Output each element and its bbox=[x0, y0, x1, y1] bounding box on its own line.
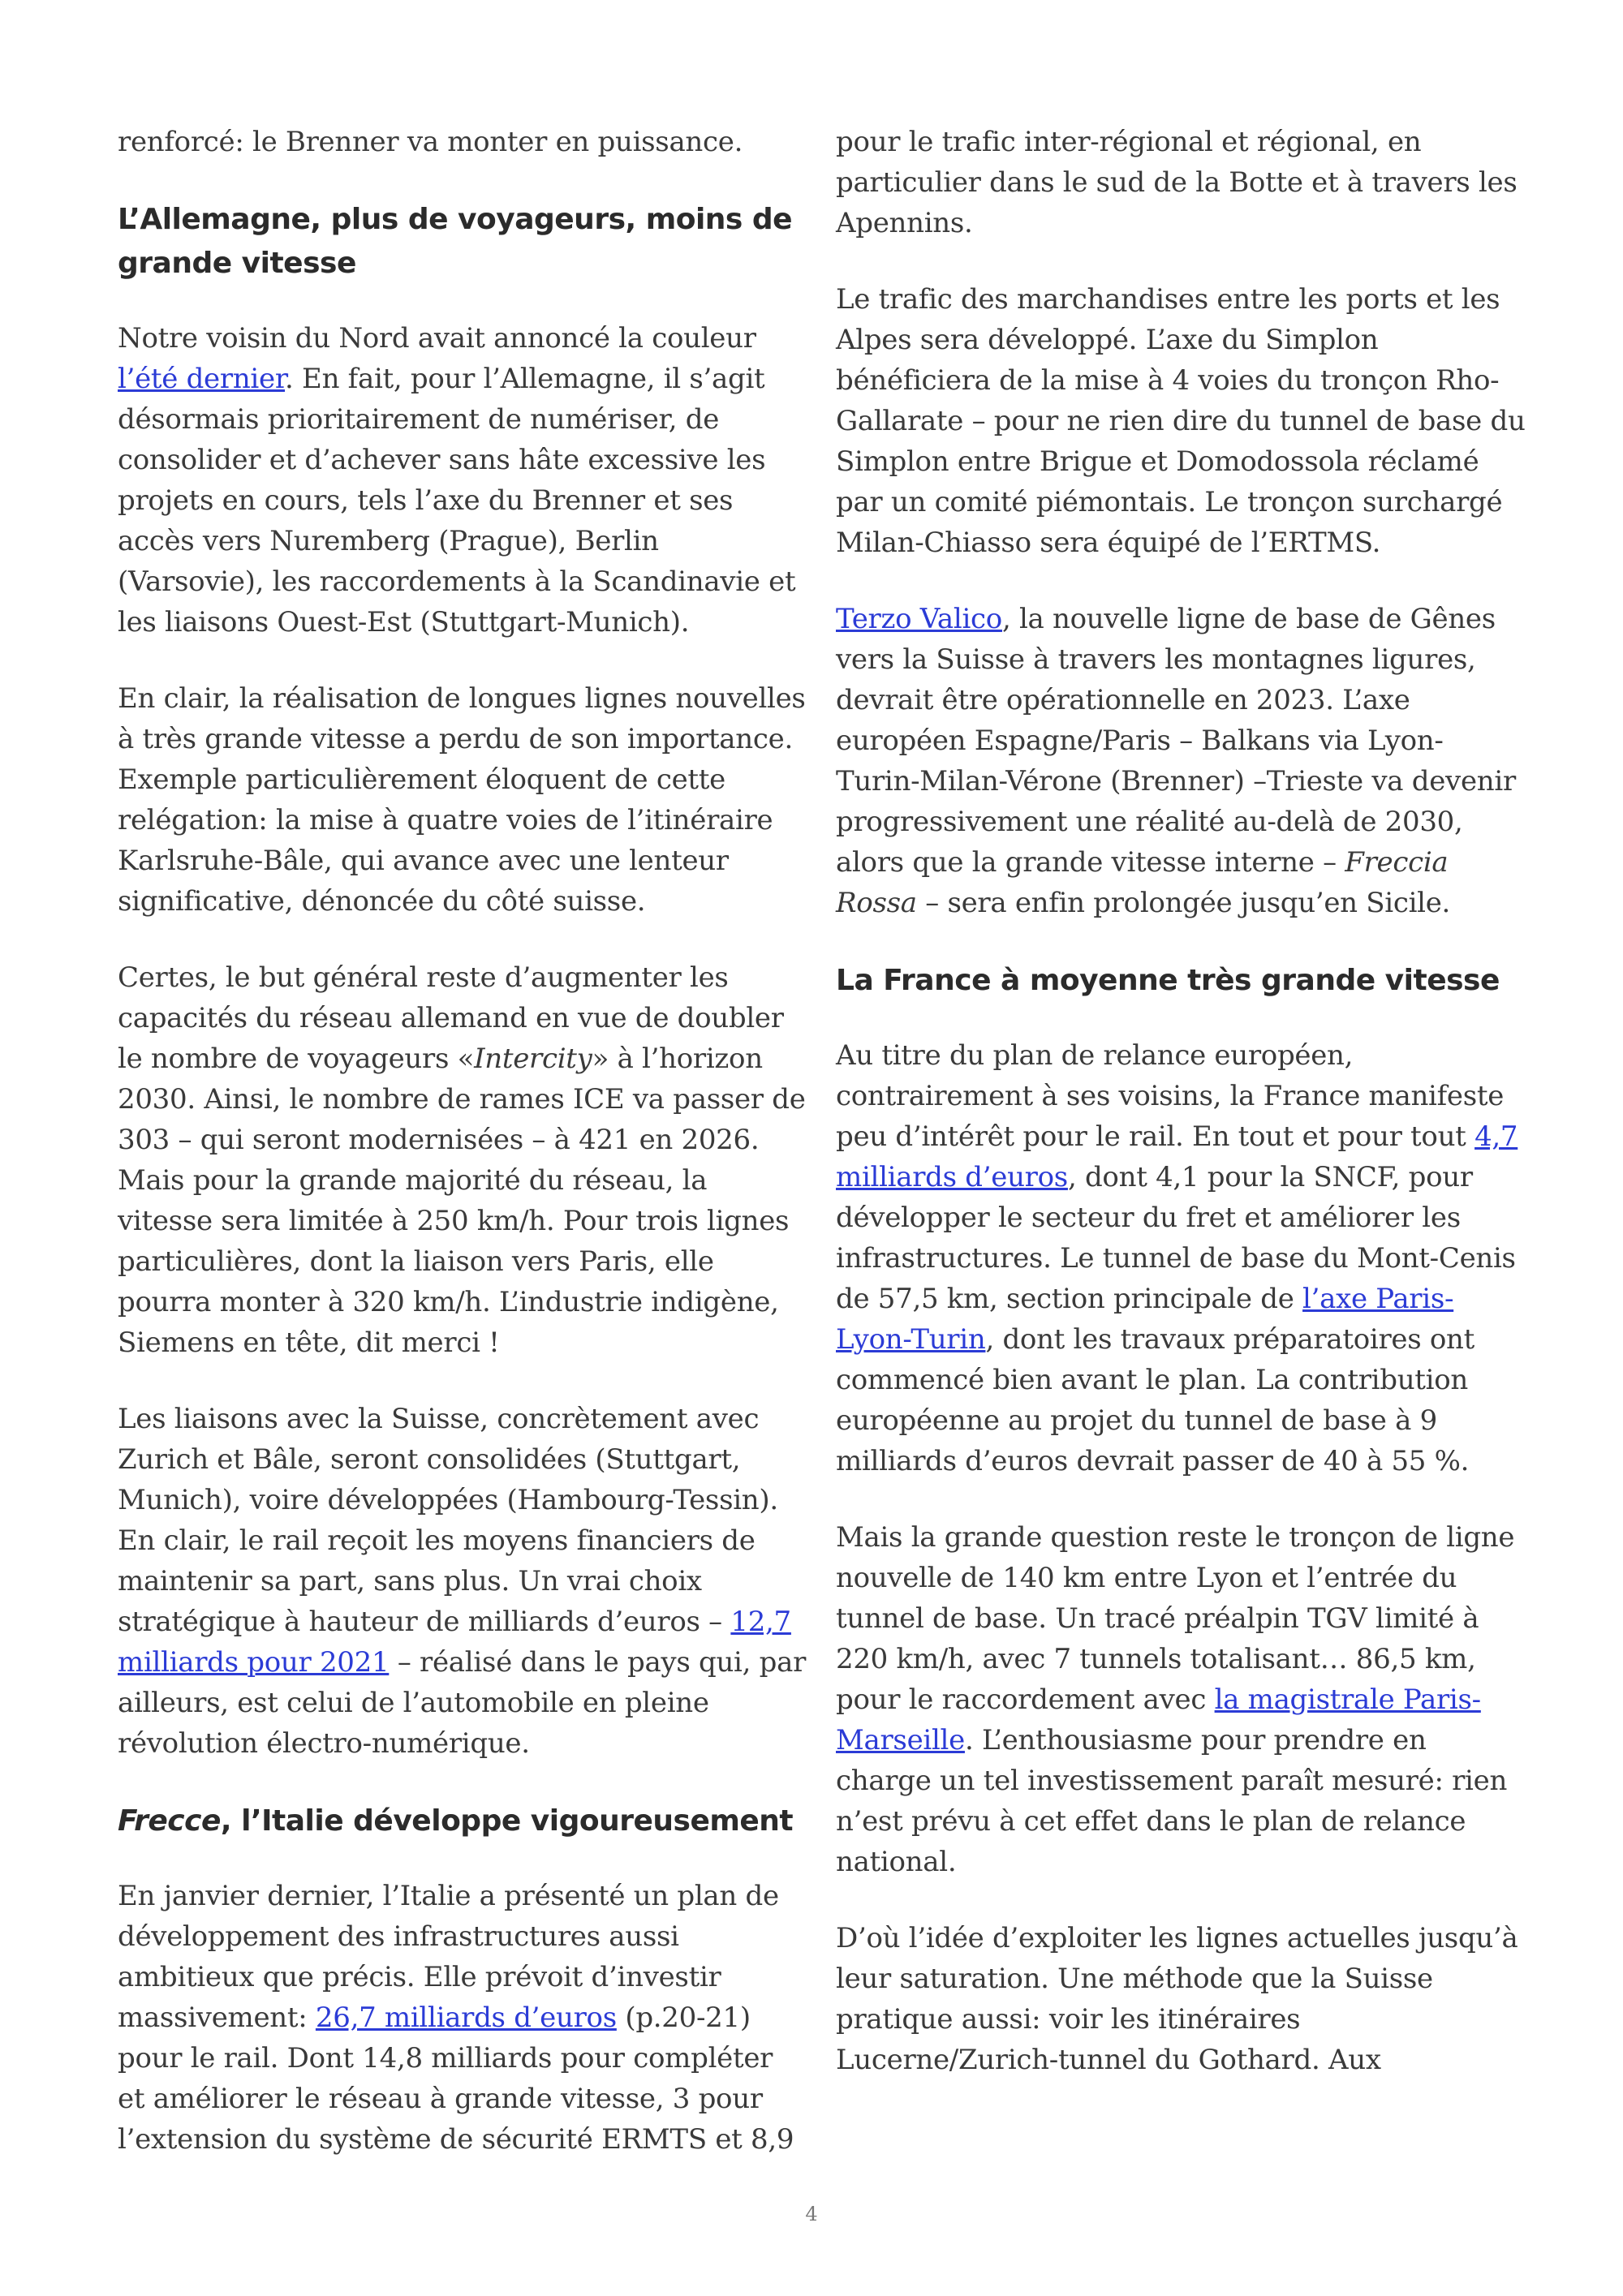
text-fragment: . L’enthousiasme pour prendre en charge un tel investissement paraît mesuré: rien n’est prévu à cet effet dans le plan de relance national. bbox=[836, 1724, 1508, 1878]
paragraph-italy-freight: Le trafic des marchandises entre les ports et les Alpes sera développé. L’axe du Simplon bénéficiera de la mise à 4 voies du tronçon Rho-Gallarate – pour ne rien dire du tunnel de base du Simplon entre Brigue et Domodossola réclamé par un comité piémontais. Le tronçon surchargé Milan-Chiasso sera équipé de l’ERTMS. bbox=[836, 283, 1526, 559]
link-terzo-valico[interactable]: Terzo Valico bbox=[836, 603, 1002, 635]
heading-germany: L’Allemagne, plus de voyageurs, moins de grande vitesse bbox=[118, 203, 793, 280]
text-fragment: , dont 4,1 pour la SNCF, pour développer le secteur du fret et améliorer les infrastructures. Le tunnel de base du Mont-Cenis de 57,5 km, section principale de bbox=[836, 1161, 1516, 1315]
link-magistrale-paris-marseille[interactable]: la magistrale Paris-Marseille bbox=[836, 1683, 1481, 1756]
paragraph-france-plan bbox=[836, 1035, 1526, 1481]
text-fragment: – réalisé dans le pays qui, par ailleurs, est celui de l’automobile en pleine révolution électro-numérique. bbox=[118, 1646, 807, 1760]
paragraph-brenner-end: renforcé: le Brenner va monter en puissance. bbox=[118, 126, 743, 158]
paragraph-france-saturation: D’où l’idée d’exploiter les lignes actuelles jusqu’à leur saturation. Une méthode que la Suisse pratique aussi: voir les itinéraires Lucerne/Zurich-tunnel du Gothard. Aux bbox=[836, 1922, 1518, 2076]
heading-italy-rest: , l’Italie développe vigoureusement bbox=[220, 1804, 794, 1838]
text-fragment: , la nouvelle ligne de base de Gênes vers la Suisse à travers les montagnes ligures, devrait être opérationnelle en 2023. L’axe européen Espagne/Paris – Balkans via Lyon-Turin-Milan-Vérone (Brenner) –Trieste va devenir progressivement une réalité au-delà de 2030, alors que la grande vitesse interne – bbox=[836, 603, 1516, 879]
paragraph-germany-highspeed: En clair, la réalisation de longues lignes nouvelles à très grande vitesse a perdu de son importance. Exemple particulièrement éloquent de cette relégation: la mise à quatre voies de l’itinéraire Karlsruhe-Bâle, qui avance avec une lenteur significative, dénoncée du côté suisse. bbox=[118, 682, 806, 918]
text-fragment: » à l’horizon 2030. Ainsi, le nombre de rames ICE va passer de 303 – qui seront modernisées – à 421 en 2026. Mais pour la grande majorité du réseau, la vitesse sera limitée à 250 km/h. Pour trois lignes particulières, dont la liaison vers Paris, elle pourra monter à 320 km/h. L’industrie indigène, Siemens en tête, dit merci ! bbox=[118, 1043, 806, 1359]
text-fragment-italic: Intercity bbox=[474, 1043, 592, 1075]
page-number: 4 bbox=[805, 2203, 818, 2225]
text-fragment: – sera enfin prolongée jusqu’en Sicile. bbox=[916, 887, 1451, 919]
link-4-7-milliards[interactable]: 4,7 milliards d’euros bbox=[836, 1120, 1518, 1193]
left-column bbox=[118, 122, 807, 2195]
text-fragment: . En fait, pour l’Allemagne, il s’agit désormais prioritairement de numériser, de consolider et d’achever sans hâte excessive les projets en cours, tels l’axe du Brenner et ses accès vers Nuremberg (Prague), Berlin (Varsovie), les raccordements à la Scandinavie et les liaisons Ouest-Est (Stuttgart-Munich). bbox=[118, 363, 796, 638]
text-fragment: Les liaisons avec la Suisse, concrètement avec Zurich et Bâle, seront consolidées (Stuttgart, Munich), voire développées (Hambourg-Tessin). En clair, le rail reçoit les moyens financiers de maintenir sa part, sans plus. Un vrai choix stratégique à hauteur de milliards d’euros – bbox=[118, 1403, 778, 1638]
paragraph-italy-terzo-valico bbox=[836, 599, 1526, 923]
paragraph-germany-capacity bbox=[118, 957, 807, 1363]
paragraph-italy-plan bbox=[118, 1876, 807, 2160]
right-column bbox=[836, 122, 1526, 2116]
paragraph-italy-regional: pour le trafic inter-régional et régional, en particulier dans le sud de la Botte et à travers les Apennins. bbox=[836, 126, 1518, 239]
heading-france: La France à moyenne très grande vitesse bbox=[836, 964, 1500, 997]
link-axe-paris-lyon-turin[interactable]: l’axe Paris-Lyon-Turin bbox=[836, 1283, 1454, 1356]
text-fragment: , dont les travaux préparatoires ont commencé bien avant le plan. La contribution européenne au projet du tunnel de base à 9 milliards d’euros devrait passer de 40 à 55 %. bbox=[836, 1323, 1475, 1477]
text-fragment: Certes, le but général reste d’augmenter les capacités du réseau allemand en vue de doubler le nombre de voyageurs « bbox=[118, 961, 784, 1075]
paragraph-france-lyon bbox=[836, 1517, 1526, 1882]
link-ete-dernier[interactable]: l’été dernier bbox=[118, 363, 286, 395]
paragraph-germany-switzerland bbox=[118, 1399, 807, 1764]
heading-italy-italic: Frecce bbox=[118, 1804, 221, 1838]
text-fragment: En janvier dernier, l’Italie a présenté un plan de développement des infrastructures aussi ambitieux que précis. Elle prévoit d’investir massivement: bbox=[118, 1880, 779, 2034]
link-26-7-milliards[interactable]: 26,7 milliards d’euros bbox=[315, 2001, 617, 2034]
heading-italy bbox=[118, 1799, 807, 1843]
text-fragment: Au titre du plan de relance européen, contrairement à ses voisins, la France manifeste peu d’intérêt pour le rail. En tout et pour tout bbox=[836, 1039, 1505, 1153]
text-fragment: Mais la grande question reste le tronçon de ligne nouvelle de 140 km entre Lyon et l’entrée du tunnel de base. Un tracé préalpin TGV limité à 220 km/h, avec 7 tunnels totalisant… 86,5 km, pour le raccordement avec bbox=[836, 1521, 1515, 1716]
paragraph-germany-intro bbox=[118, 318, 807, 643]
text-fragment: (p.20-21) pour le rail. Dont 14,8 milliards pour compléter et améliorer le réseau à grande vitesse, 3 pour l’extension du système de sécurité ERMTS et 8,9 bbox=[118, 2001, 794, 2156]
link-12-7-milliards[interactable]: 12,7 milliards pour 2021 bbox=[118, 1606, 791, 1679]
text-fragment-italic: Freccia Rossa bbox=[836, 846, 1449, 919]
text-fragment: Notre voisin du Nord avait annoncé la couleur bbox=[118, 322, 756, 355]
